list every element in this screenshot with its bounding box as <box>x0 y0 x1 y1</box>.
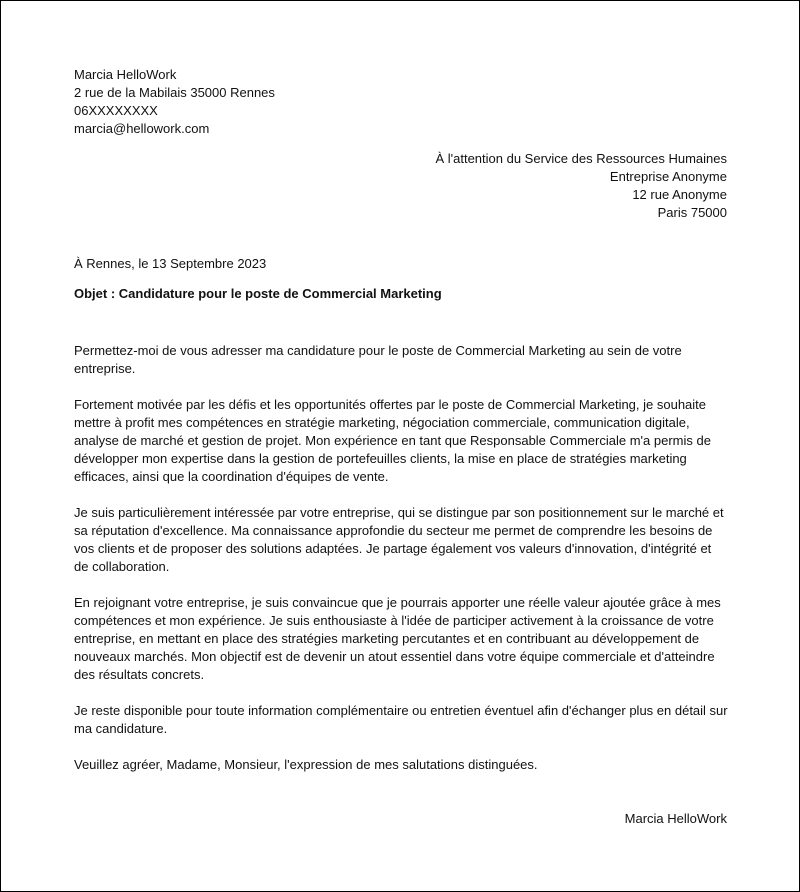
body-paragraph: Je reste disponible pour toute information complémentaire ou entretien éventuel afin d'échanger plus en détail sur ma candidature. <box>74 703 728 736</box>
recipient-city: Paris 75000 <box>657 205 727 220</box>
subject-line: Objet : Candidature pour le poste de Commercial Marketing <box>74 286 442 301</box>
letter-body <box>74 342 729 792</box>
body-paragraph: Je suis particulièrement intéressée par votre entreprise, qui se distingue par son positionnement sur le marché et sa réputation d'excellence. Ma connaissance approfondie du secteur me permet de comprendre les besoins de vos clients et de proposer des solutions adaptées. Je partage également vos valeurs d'innovation, d'intégrité et de collaboration. <box>74 505 724 574</box>
body-paragraph: En rejoignant votre entreprise, je suis convaincue que je pourrais apporter une réelle valeur ajoutée grâce à mes compétences et mon expérience. Je suis enthousiaste à l'idée de participer activement à la croissance de votre entreprise, en mettant en place des stratégies marketing percutantes et en contribuant au développement de nouveaux marchés. Mon objectif est de devenir un atout essentiel dans votre équipe commerciale et d'atteindre des résultats concrets. <box>74 595 721 682</box>
recipient-company: Entreprise Anonyme <box>609 169 727 184</box>
closing-paragraph: Veuillez agréer, Madame, Monsieur, l'expression de mes salutations distinguées. <box>74 757 538 772</box>
sender-email: marcia@hellowork.com <box>74 121 210 136</box>
sender-block <box>74 66 275 138</box>
recipient-street: 12 rue Anonyme <box>632 187 727 202</box>
signature: Marcia HelloWork <box>624 811 727 826</box>
date-line: À Rennes, le 13 Septembre 2023 <box>74 256 267 271</box>
recipient-attention: À l'attention du Service des Ressources Humaines <box>435 151 727 166</box>
sender-name: Marcia HelloWork <box>74 67 177 82</box>
recipient-block <box>435 150 727 222</box>
sender-phone: 06XXXXXXXX <box>74 103 158 118</box>
body-paragraph: Fortement motivée par les défis et les opportunités offertes par le poste de Commercial Marketing, je souhaite mettre à profit mes compétences en stratégie marketing, négociation commerciale, communication digitale, analyse de marché et gestion de projet. Mon expérience en tant que Responsable Commerciale m'a permis de développer mon expertise dans la gestion de portefeuilles clients, la mise en place de stratégies marketing efficaces, ainsi que la coordination d'équipes de vente. <box>74 397 711 484</box>
body-paragraph: Permettez-moi de vous adresser ma candidature pour le poste de Commercial Marketing au sein de votre entreprise. <box>74 343 682 376</box>
sender-address: 2 rue de la Mabilais 35000 Rennes <box>74 85 275 100</box>
